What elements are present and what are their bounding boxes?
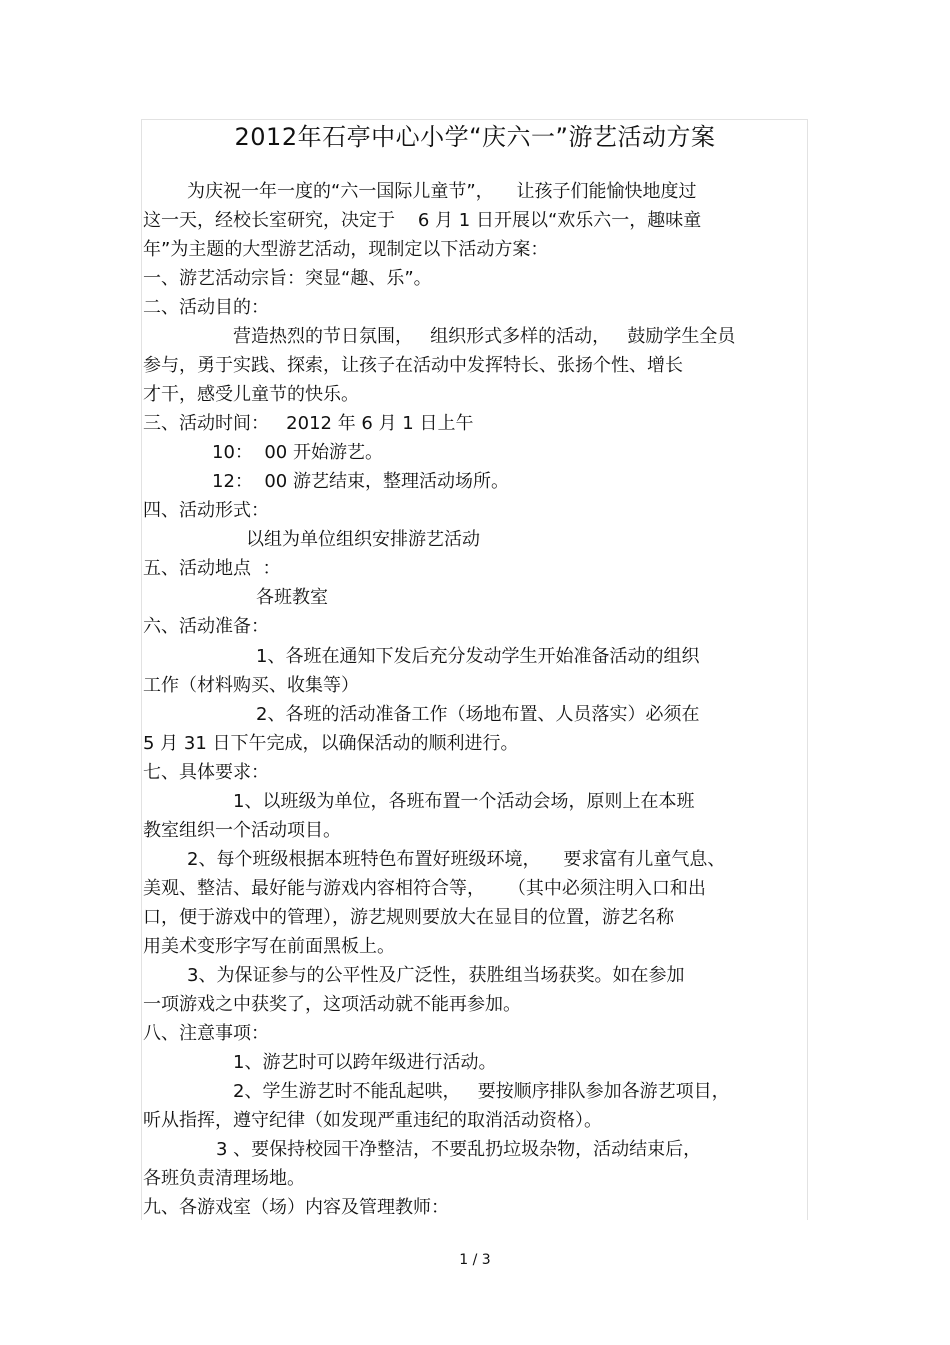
paragraph-line: 口，便于游戏中的管理），游艺规则要放大在显目的位置，游艺名称 — [143, 907, 674, 928]
section-heading: 八、注意事项： — [143, 1023, 269, 1044]
section-heading: 一、游艺活动宗旨：突显“趣、乐”。 — [143, 268, 432, 289]
paragraph-line: 听从指挥，遵守纪律（如发现严重违纪的取消活动资格）。 — [143, 1110, 602, 1131]
paragraph-line: 一项游戏之中获奖了，这项活动就不能再参加。 — [143, 994, 521, 1015]
paragraph-line: 1、游艺时可以跨年级进行活动。 — [233, 1052, 497, 1073]
paragraph-line: 10： 00 开始游艺。 — [212, 442, 383, 463]
document-title: 2012年石亭中心小学“庆六一”游艺活动方案 — [234, 123, 716, 151]
paragraph-line: 3 、要保持校园干净整洁，不要乱扔垃圾杂物，活动结束后， — [216, 1139, 702, 1160]
paragraph-line: 2、学生游艺时不能乱起哄， 要按顺序排队参加各游艺项目， — [233, 1081, 730, 1102]
section-heading: 二、活动目的： — [143, 297, 269, 318]
paragraph-line: 营造热烈的节日氛围， 组织形式多样的活动， 鼓励学生全员 — [233, 326, 736, 347]
paragraph-line: 才干，感受儿童节的快乐。 — [143, 384, 359, 405]
section-heading: 四、活动形式： — [143, 500, 269, 521]
paragraph-line: 各班负责清理场地。 — [143, 1168, 305, 1189]
paragraph-line: 2、各班的活动准备工作（场地布置、人员落实）必须在 — [256, 704, 700, 725]
paragraph-line: 5 月 31 日下午完成，以确保活动的顺利进行。 — [143, 733, 519, 754]
paragraph-line: 这一天，经校长室研究，决定于 6 月 1 日开展以“欢乐六一，趣味童 — [143, 210, 702, 231]
paragraph-line: 为庆祝一年一度的“六一国际儿童节”， 让孩子们能愉快地度过 — [187, 181, 697, 202]
paragraph-line: 各班教室 — [256, 587, 328, 608]
section-heading: 六、活动准备： — [143, 616, 269, 637]
paragraph-line: 工作（材料购买、收集等） — [143, 675, 359, 696]
paragraph-line: 2、每个班级根据本班特色布置好班级环境， 要求富有儿童气息、 — [187, 849, 726, 870]
paragraph-line: 美观、整洁、最好能与游戏内容相符合等， （其中必须注明入口和出 — [143, 878, 706, 899]
section-heading: 五、活动地点 ： — [143, 558, 281, 579]
paragraph-line: 以组为单位组织安排游艺活动 — [246, 529, 480, 550]
paragraph-line: 3、为保证参与的公平性及广泛性，获胜组当场获奖。如在参加 — [187, 965, 685, 986]
paragraph-line: 年”为主题的大型游艺活动，现制定以下活动方案： — [143, 239, 549, 260]
paragraph-line: 1、以班级为单位，各班布置一个活动会场，原则上在本班 — [233, 791, 695, 812]
paragraph-line: 教室组织一个活动项目。 — [143, 820, 341, 841]
section-heading: 三、活动时间： 2012 年 6 月 1 日上午 — [143, 413, 474, 434]
paragraph-line: 用美术变形字写在前面黑板上。 — [143, 936, 395, 957]
page-indicator: 1 / 3 — [459, 1252, 491, 1268]
paragraph-line: 12： 00 游艺结束，整理活动场所。 — [212, 471, 509, 492]
section-heading: 七、具体要求： — [143, 762, 269, 783]
paragraph-line: 参与，勇于实践、探索，让孩子在活动中发挥特长、张扬个性、增长 — [143, 355, 683, 376]
paragraph-line: 1、各班在通知下发后充分发动学生开始准备活动的组织 — [256, 646, 700, 667]
section-heading: 九、各游戏室（场）内容及管理教师： — [143, 1197, 449, 1218]
